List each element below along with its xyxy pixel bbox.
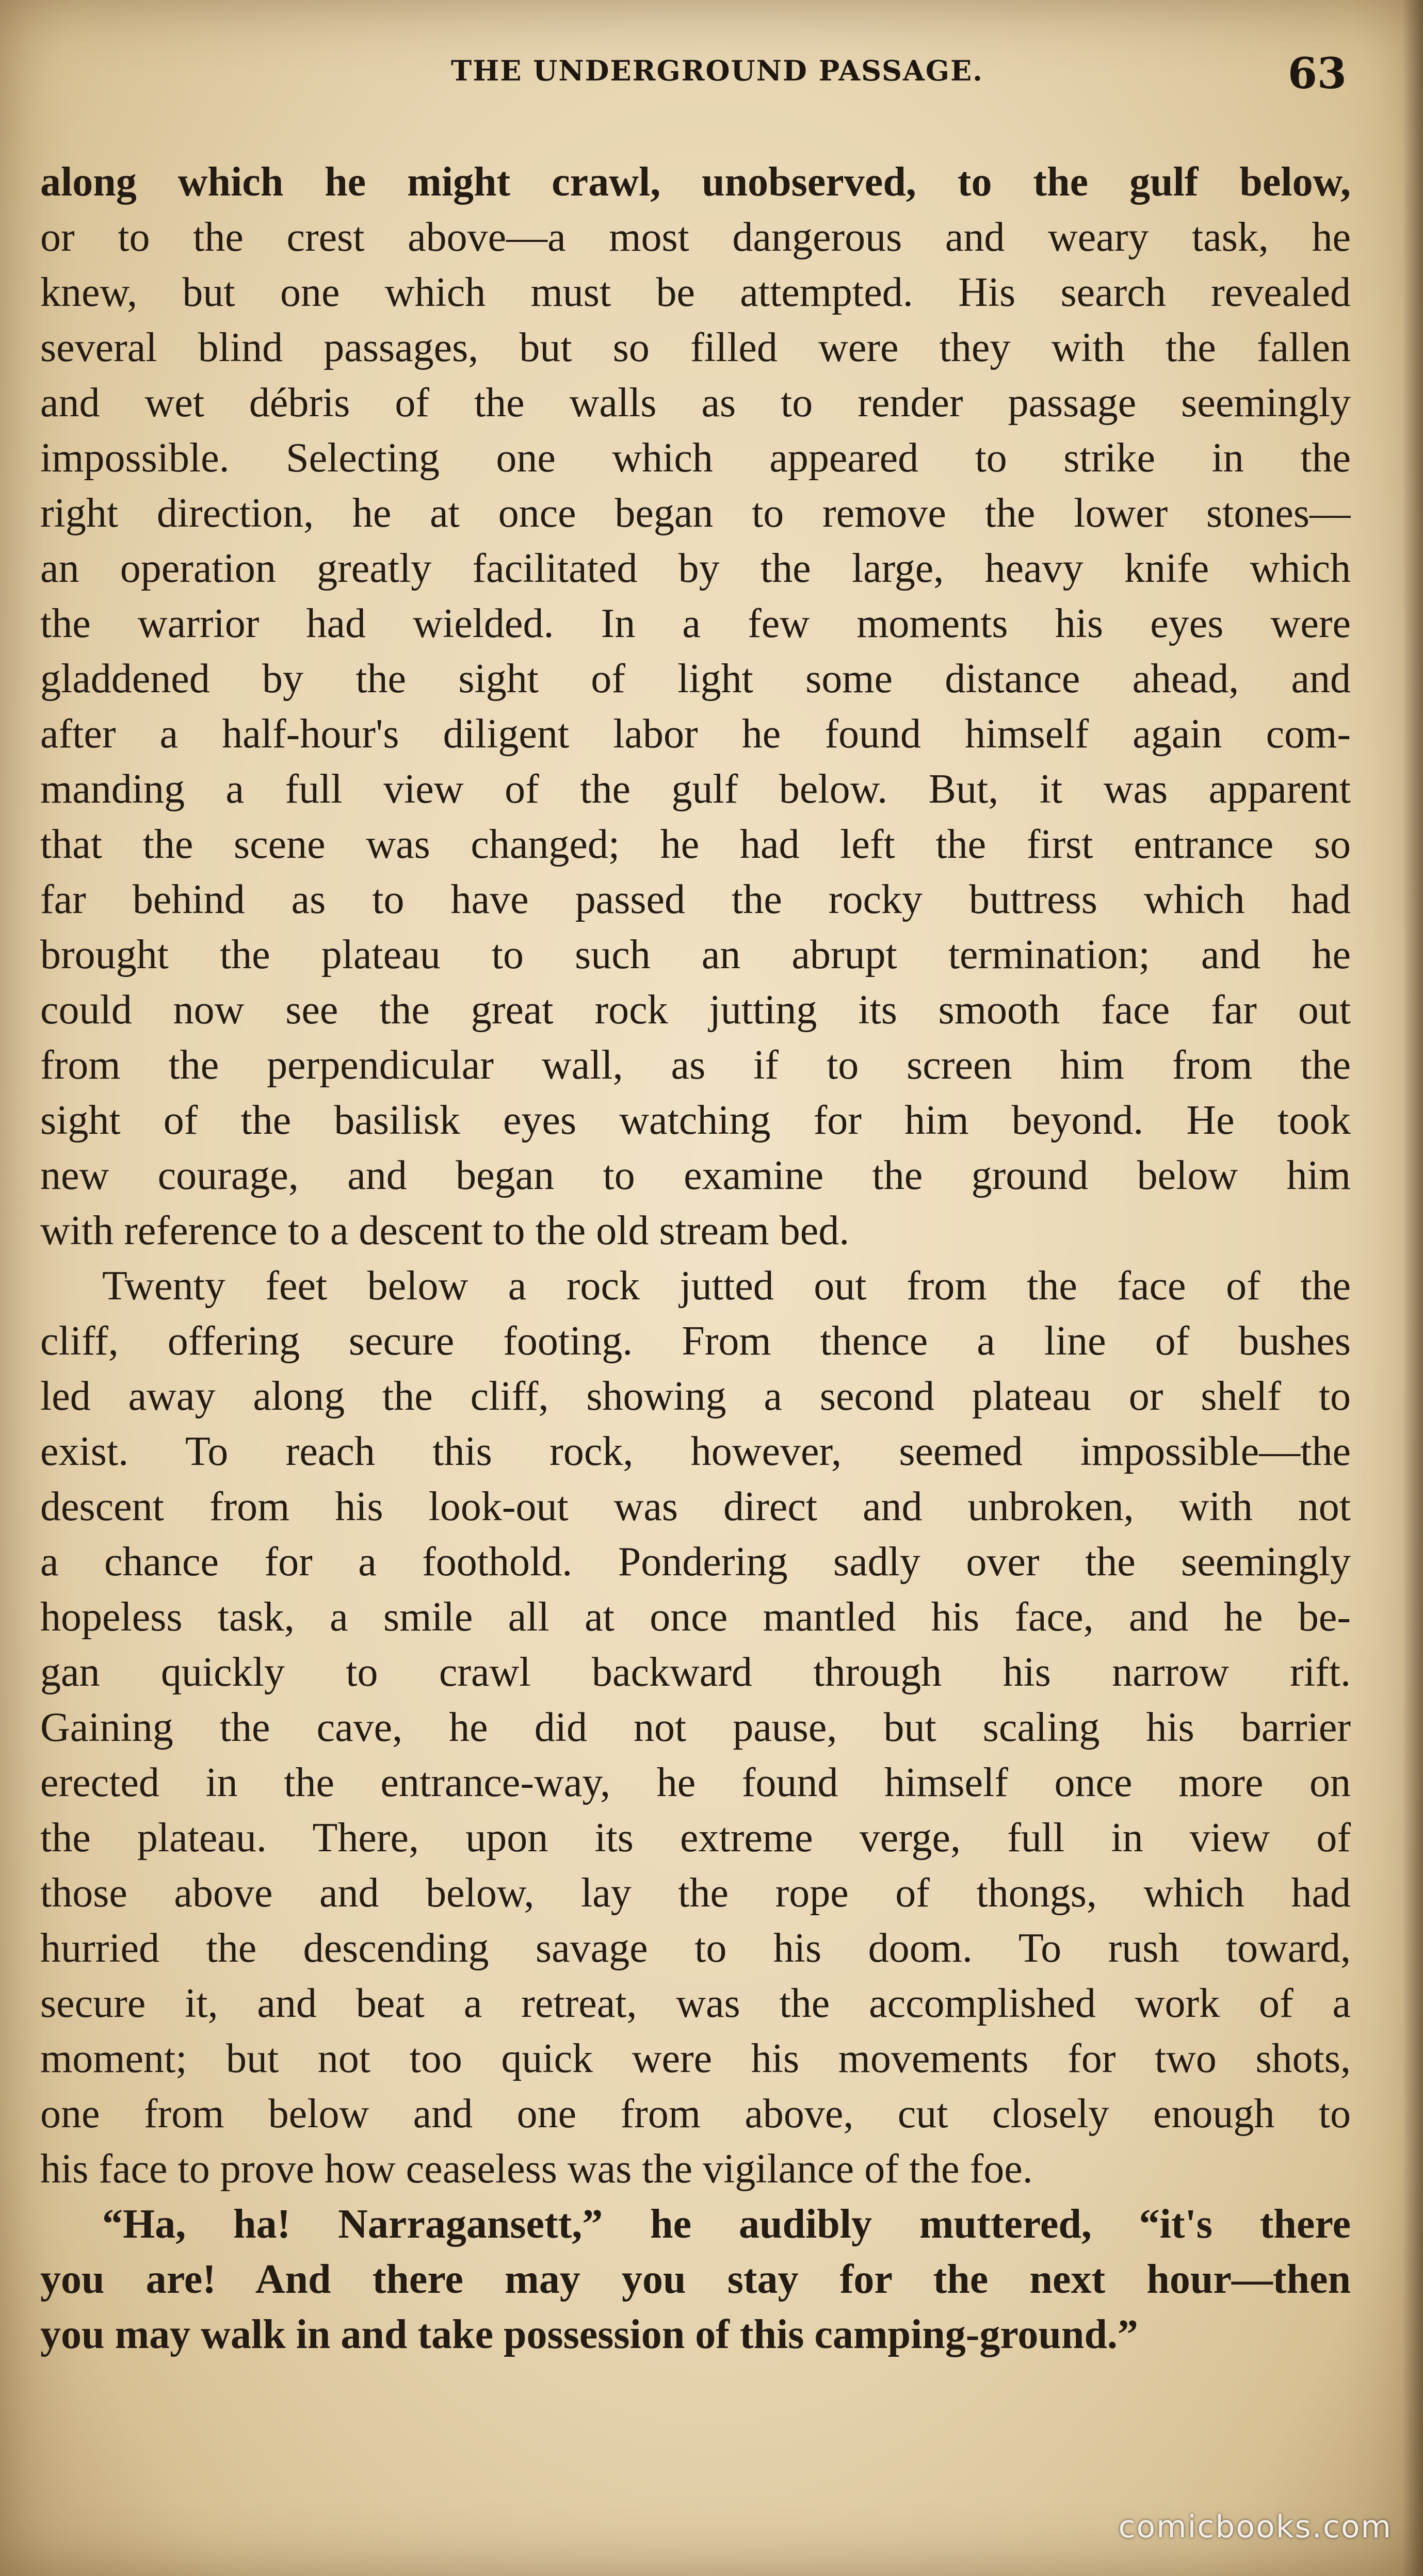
text-line: secure it, and beat a retreat, was the accomplished work of a <box>40 1981 1351 2026</box>
text-line: and wet débris of the walls as to render passage seemingly <box>40 380 1351 426</box>
text-line: along which he might crawl, unobserved, to the gulf below, <box>40 159 1351 205</box>
text-line: “Ha, ha! Narragansett,” he audibly muttered, “it's there <box>102 2202 1351 2247</box>
text-line: hurried the descending savage to his doom. To rush toward, <box>40 1926 1351 1971</box>
text-line: new courage, and began to examine the ground below him <box>40 1153 1351 1198</box>
text-line: erected in the entrance-way, he found himself once more on <box>40 1760 1351 1805</box>
text-line: gladdened by the sight of light some distance ahead, and <box>40 656 1351 702</box>
text-line: far behind as to have passed the rocky buttress which had <box>40 877 1351 922</box>
text-line: several blind passages, but so filled were they with the fallen <box>40 325 1351 370</box>
text-line: you are! And there may you stay for the next hour—then <box>40 2257 1351 2302</box>
text-line: could now see the great rock jutting its smooth face far out <box>40 987 1351 1033</box>
text-line: right direction, he at once began to remove the lower stones— <box>40 491 1351 536</box>
page-edge-shadow <box>1402 0 1423 2576</box>
text-line: knew, but one which must be attempted. His search revealed <box>40 270 1351 315</box>
text-line: with reference to a descent to the old stream bed. <box>40 1208 850 1253</box>
page-header <box>77 49 1357 111</box>
text-line: sight of the basilisk eyes watching for him beyond. He took <box>40 1098 1351 1143</box>
text-line: impossible. Selecting one which appeared to strike in the <box>40 435 1351 481</box>
text-line: that the scene was changed; he had left the first entrance so <box>40 822 1351 867</box>
text-line: manding a full view of the gulf below. But, it was apparent <box>40 767 1351 812</box>
text-line: from the perpendicular wall, as if to screen him from the <box>40 1042 1351 1088</box>
text-line: the plateau. There, upon its extreme verge, full in view of <box>40 1815 1351 1861</box>
text-line: led away along the cliff, showing a second plateau or shelf to <box>40 1374 1351 1419</box>
text-line: brought the plateau to such an abrupt termination; and he <box>40 932 1351 977</box>
page-number: 63 <box>1287 49 1347 99</box>
text-line: an operation greatly facilitated by the large, heavy knife which <box>40 546 1351 591</box>
text-line: gan quickly to crawl backward through his narrow rift. <box>40 1650 1351 1695</box>
watermark-text: comicbooks.com <box>1118 2509 1392 2545</box>
text-line: or to the crest above—a most dangerous and weary task, he <box>40 215 1351 260</box>
text-line: the warrior had wielded. In a few moments his eyes were <box>40 601 1351 646</box>
text-line: his face to prove how ceaseless was the vigilance of the foe. <box>40 2146 1033 2192</box>
text-line: you may walk in and take possession of this camping-ground.” <box>40 2312 1138 2357</box>
text-line: Gaining the cave, he did not pause, but scaling his barrier <box>40 1705 1351 1750</box>
text-line: hopeless task, a smile all at once mantled his face, and he be- <box>40 1594 1351 1640</box>
body-text <box>40 155 1351 2362</box>
text-line: exist. To reach this rock, however, seemed impossible—the <box>40 1429 1351 1474</box>
text-line: moment; but not too quick were his movements for two shots, <box>40 2036 1351 2081</box>
text-line: after a half-hour's diligent labor he found himself again com- <box>40 711 1351 757</box>
text-line: one from below and one from above, cut closely enough to <box>40 2091 1351 2137</box>
text-line: cliff, offering secure footing. From thence a line of bushes <box>40 1318 1351 1364</box>
text-line: descent from his look-out was direct and unbroken, with not <box>40 1484 1351 1529</box>
running-title: THE UNDERGROUND PASSAGE. <box>451 54 983 87</box>
text-line: Twenty feet below a rock jutted out from the face of the <box>102 1263 1351 1309</box>
text-line: those above and below, lay the rope of thongs, which had <box>40 1870 1351 1916</box>
text-line: a chance for a foothold. Pondering sadly over the seemingly <box>40 1539 1351 1585</box>
